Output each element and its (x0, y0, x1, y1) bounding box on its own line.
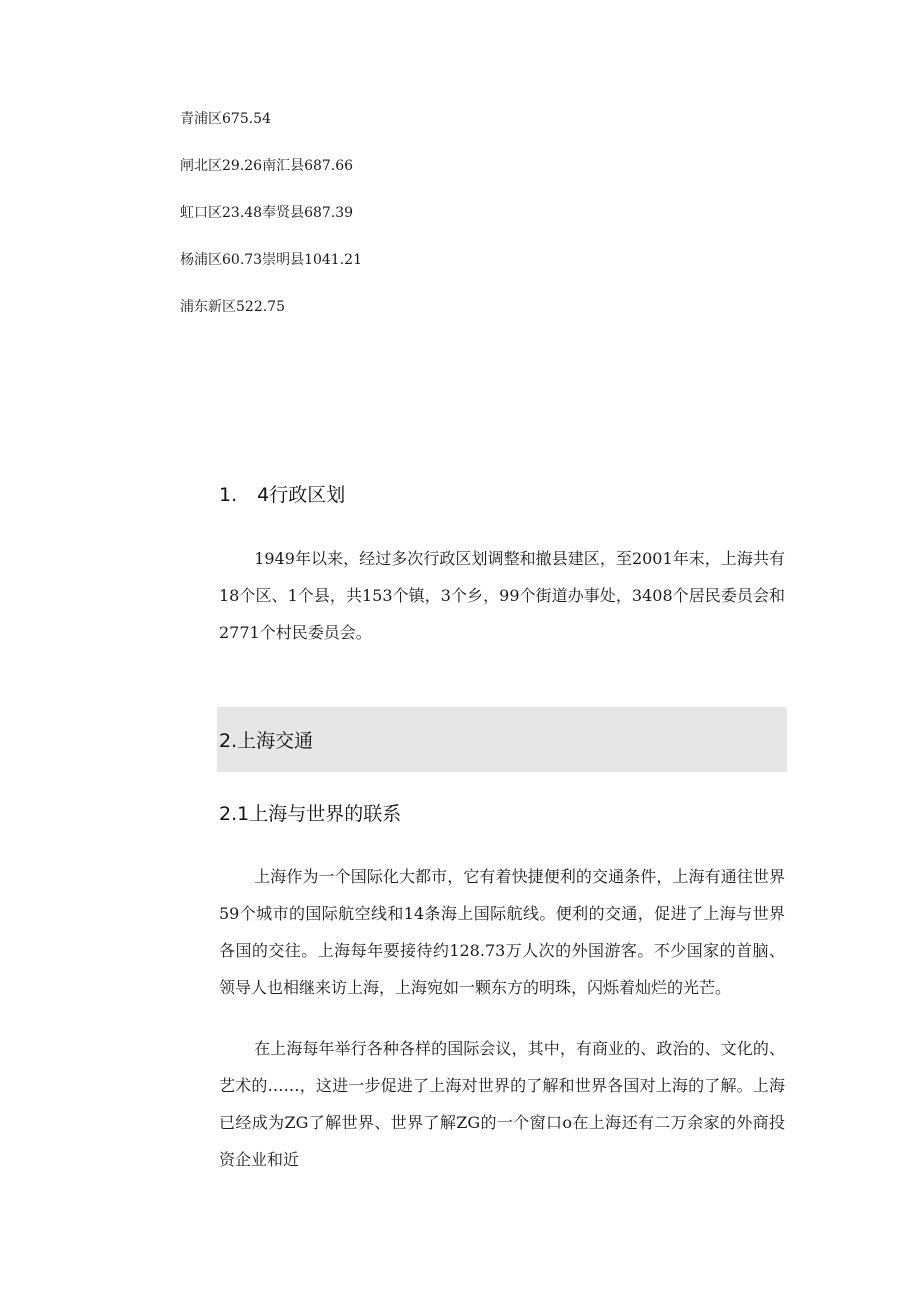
area-list-item: 青浦区675.54 (180, 111, 271, 127)
section-2-1-paragraph-1: 上海作为一个国际化大都市，它有着快捷便利的交通条件，上海有通往世界59个城市的国际航空线和14条海上国际航线。便利的交通，促进了上海与世界各国的交往。上海每年要接待约128.73万人次的外国游客。不少国家的首脑、领导人也相继来访上海，上海宛如一颗东方的明珠，闪烁着灿烂的光芒。 (219, 867, 785, 997)
area-list-item: 闸北区29.26南汇县687.66 (180, 158, 354, 174)
section-2-1-heading: 2.1上海与世界的联系 (219, 803, 402, 825)
section-1-4-heading (219, 481, 345, 509)
area-list-item: 浦东新区522.75 (180, 299, 285, 315)
section-1-4-paragraph: 1949年以来，经过多次行政区划调整和撤县建区，至2001年末，上海共有18个区、1个县，共153个镇，3个乡，99个街道办事处，3408个居民委员会和2771个村民委员会。 (219, 549, 785, 642)
section-1-4-number: 1. (219, 484, 238, 506)
area-list-item: 杨浦区60.73崇明县1041.21 (180, 252, 362, 268)
section-2-1-paragraph-2: 在上海每年举行各种各样的国际会议，其中，有商业的、政治的、文化的、艺术的……，这进一步促进了上海对世界的了解和世界各国对上海的了解。上海已经成为ZG了解世界、世界了解ZG的一个窗口o在上海还有二万余家的外商投资企业和近 (219, 1039, 785, 1169)
section-1-4-title: 4行政区划 (257, 484, 346, 506)
area-list-item: 虹口区23.48奉贤县687.39 (180, 205, 354, 221)
section-2-heading: 2.上海交通 (219, 730, 314, 752)
